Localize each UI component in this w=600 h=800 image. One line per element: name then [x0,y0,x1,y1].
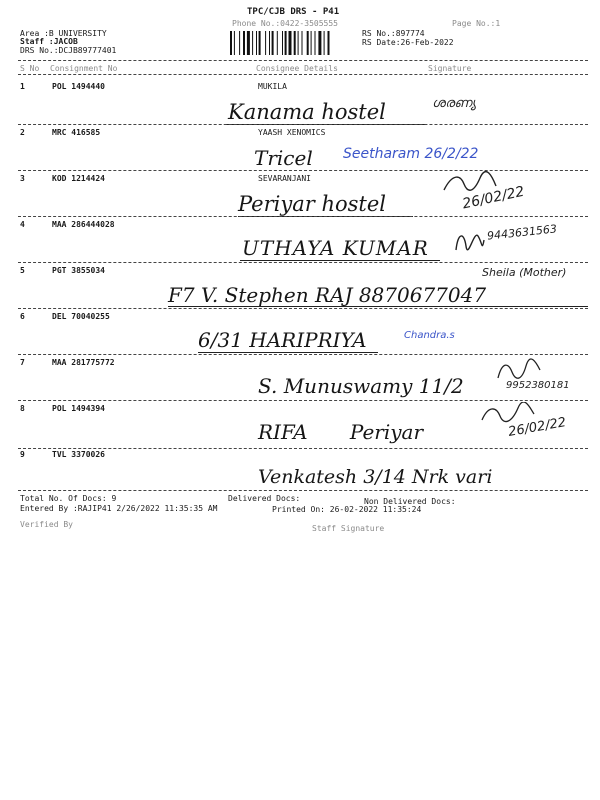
barcode-bar [252,31,253,55]
column-divider [18,74,588,75]
barcode-bar [265,31,266,55]
row-2-signature: Seetharam 26/2/22 [343,146,479,162]
row-1-sno: 1 [20,82,25,91]
row-7-consignment: MAA 281775772 [52,358,115,367]
rs-date: RS Date:26-Feb-2022 [362,38,454,47]
barcode-bar [272,31,274,55]
row-5-signature: Sheila (Mother) [482,266,567,279]
row-8-signature-scribble [478,402,538,424]
row-8-divider [18,448,588,449]
row-9-consignment: TVL 3370026 [52,450,105,459]
barcode-bar [318,31,321,55]
barcode-bar [294,31,296,55]
row-4-handwritten-address: UTHAYA KUMAR [242,236,429,260]
barcode-bar [328,31,330,55]
row-3-sno: 3 [20,174,25,183]
row-6-underline [198,352,378,353]
row-9-handwritten-address: Venkatesh 3/14 Nrk vari [258,466,493,488]
printed-on: Printed On: 26-02-2022 11:35:24 [272,505,422,514]
row-2-consignee: YAASH XENOMICS [258,128,326,137]
barcode-bar [302,31,303,55]
barcode-bar [289,31,292,55]
area-label: Area :B UNIVERSITY [20,29,107,38]
row-1-handwritten-address: Kanama hostel [228,100,386,124]
row-8-consignment: POL 1494394 [52,404,105,413]
row-4-underline [240,260,440,261]
row-2-divider [18,170,588,171]
row-4-consignment: MAA 286444028 [52,220,115,229]
row-3-handwritten-address: Periyar hostel [238,192,386,216]
row-5-sno: 5 [20,266,25,275]
page-number: Page No.:1 [452,19,501,28]
staff-label: Staff :JACOB [20,37,78,46]
row-5-underline [168,306,588,307]
barcode-bar [315,31,316,55]
non-delivered-docs: Non Delivered Docs: [364,497,456,506]
barcode-bar [282,31,283,55]
entered-by: Entered By :RAJIP41 2/26/2022 11:35:35 AM [20,504,218,513]
row-1-consignee: MUKILA [258,82,287,91]
barcode-bar [298,31,299,55]
barcode-bar [243,31,245,55]
staff-signature: Staff Signature [312,524,385,533]
barcode-bar [247,31,250,55]
row-4-divider [18,262,588,263]
barcode-bar [259,31,261,55]
delivered-docs: Delivered Docs: [228,494,301,503]
row-8-signature: 26/02/22 [507,415,568,440]
verified-by: Verified By [20,520,73,529]
row-4-sno: 4 [20,220,25,229]
row-3-signature-scribble [440,170,500,196]
barcode-bar [307,31,309,55]
row-3-signature: 26/02/22 [461,183,526,213]
barcode [230,31,358,55]
barcode-bar [324,31,325,55]
row-6-handwritten-address: 6/31 HARIPRIYA [198,328,367,352]
row-7-handwritten-address: S. Munuswamy 11/2 [258,374,464,398]
row-2-handwritten-address: Tricel [254,146,313,170]
row-1-divider [18,124,588,125]
phone-number: Phone No.:0422-3505555 [232,19,338,28]
column-consignment: Consignment No [50,64,118,73]
row-5-handwritten-address: F7 V. Stephen RAJ 8870677047 [168,283,487,307]
rs-number: RS No.:897774 [362,29,425,38]
row-6-consignment: DEL 70040255 [52,312,110,321]
row-5-consignment: PGT 3855034 [52,266,105,275]
row-3-divider [18,216,588,217]
row-4-signature: 9443631563 [486,222,558,243]
column-signature: Signature [428,64,472,73]
row-6-divider [18,354,588,355]
barcode-bar [256,31,257,55]
row-3-consignment: KOD 1214424 [52,174,105,183]
row-4-signature-scribble [452,226,488,256]
column-sno: S No [20,64,40,73]
barcode-bar [230,31,232,55]
drs-number: DRS No.:DCJB89777401 [20,46,117,55]
row-5-divider [18,308,588,309]
total-docs: Total No. Of Docs: 9 [20,494,117,503]
barcode-bar [285,31,287,55]
row-3-consignee: SEVARANJANI [258,174,311,183]
row-2-sno: 2 [20,128,25,137]
barcode-bar [269,31,270,55]
row-9-sno: 9 [20,450,25,459]
barcode-bar [234,31,235,55]
row-6-signature: Chandra.s [404,330,455,341]
row-8-sno: 8 [20,404,25,413]
row-7-divider [18,400,588,401]
row-6-sno: 6 [20,312,25,321]
row-7-signature: 9952380181 [506,380,570,391]
document-title: TPC/CJB DRS - P41 [247,7,340,17]
barcode-bar [277,31,278,55]
row-2-consignment: MRC 416585 [52,128,101,137]
row-8-handwritten-address: RIFA Periyar [258,420,424,444]
column-consignee: Consignee Details [256,64,338,73]
row-9-divider [18,490,588,491]
barcode-bar [239,31,240,55]
header-divider [18,60,588,61]
row-1-consignment: POL 1494440 [52,82,105,91]
row-7-signature-scribble [494,356,544,382]
row-1-signature: ശരണ്യ [432,96,477,111]
barcode-bar [311,31,312,55]
row-7-sno: 7 [20,358,25,367]
